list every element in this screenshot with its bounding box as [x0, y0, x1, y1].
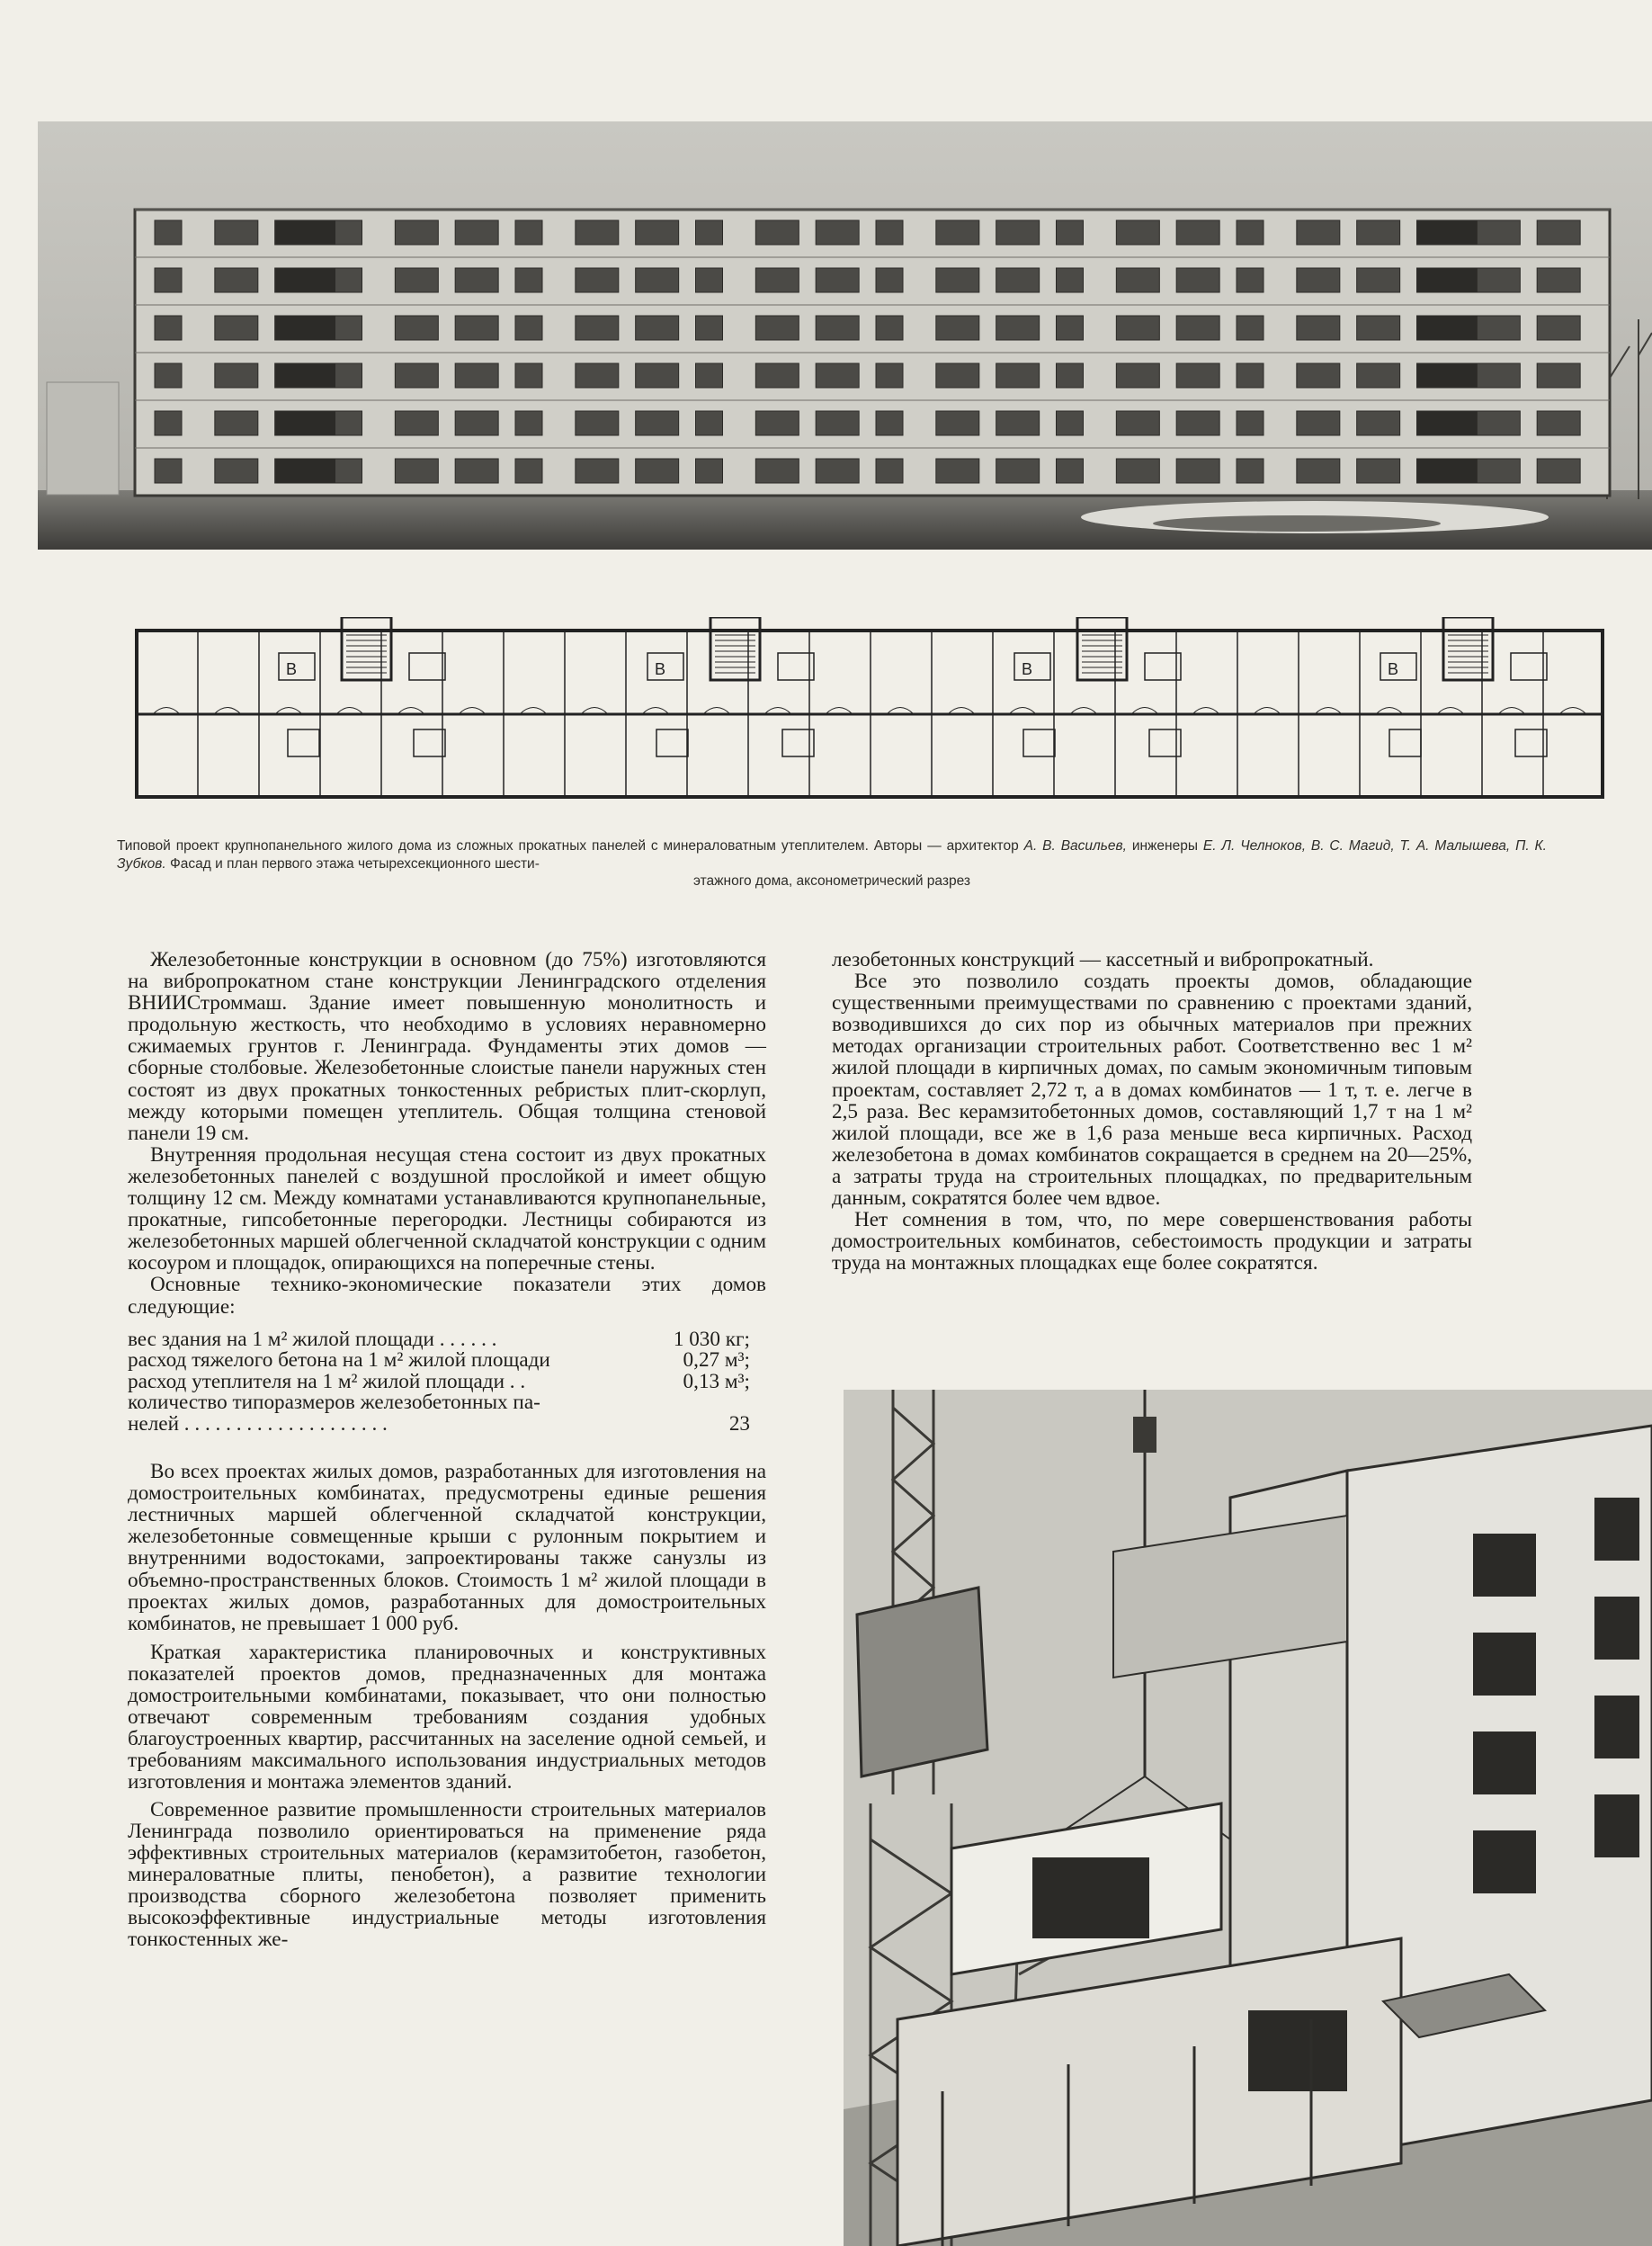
paragraph: Во всех проектах жилых домов, разработанных для изготовления на домостроительных комбинатах, предусмотрены единые решения лестничных маршей облегченной складчатой конструкции, железобетонные совмещенные крыши с рулонным покрытием и внутренними водостоками, запроектированы также санузлы из объемно-пространственных блоков. Стоимость 1 м² жилой площади в проектах жилых домов, разработанных для домостроительных комбинатов, не превышает 1 000 руб.	[128, 1460, 766, 1635]
indicator-label: количество типоразмеров железобетонных па-	[128, 1391, 540, 1415]
indicator-row	[128, 1350, 766, 1372]
paragraph: Железобетонные конструкции в основном (до 75%) изготовляются на вибропрокатном стане конструкции Ленинградского отделения ВНИИСтроммаш. Здание имеет повышенную монолитность и продольную жесткость, что необходимо в условиях неравномерно сжимаемых грунтов г. Ленинграда. Фундаменты этих домов — сборные столбовые. Железобетонные слоистые панели наружных стен состоят из двух прокатных тонкостенных ребристых плит-скорлуп, между которыми помещен утеплитель. Общая толщина стеновой панели 19 см.	[128, 948, 766, 1145]
indicator-label: расход утеплителя на 1 м² жилой площади . .	[128, 1369, 526, 1393]
caption-author-architect: А. В. Васильев,	[1023, 838, 1127, 854]
plan-room-label: В	[1388, 660, 1399, 678]
paragraph: Нет сомнения в том, что, по мере совершенствования работы домостроительных комбинатов, себестоимость продукции и затраты труда на монтажных площадках еще более сократятся.	[832, 1208, 1472, 1275]
caption-last-line: этажного дома, аксонометрический разрез	[693, 873, 970, 889]
caption-tail: Фасад и план первого этажа четырехсекционного шести-	[165, 855, 540, 872]
indicator-value: 23	[728, 1411, 750, 1436]
indicators-table	[128, 1329, 766, 1436]
paragraph: Все это позволило создать проекты домов, обладающие существенными преимуществами по сравнению с проектами зданий, возводившихся до сих пор из обычных материалов при прежних методах организации строительных работ. Соответственно вес 1 м² жилой площади в кирпичных домах, по самым экономичным типовым проектам, составляет 2,72 т, а в домах комбинатов — 1 т, т. е. легче в 2,5 раза. Вес керамзитобетонных домов, составляющий 1,7 т на 1 м² жилой площади, все же в 1,6 раза меньше веса кирпичных. Расход железобетона в домах комбинатов сокращается в среднем на 20—25%, а затраты труда на строительных площадках, по предварительным данным, сократятся более чем вдвое.	[832, 970, 1472, 1211]
indicator-value	[651, 1392, 766, 1414]
caption-authors-engineers: Е. Л. Челноков, В. С. Магид, Т. А. Малышева, П. К. Зубков.	[117, 838, 1547, 872]
indicator-row	[128, 1329, 766, 1351]
floor-plan-drawing	[135, 617, 1605, 801]
facade-photo	[38, 121, 1652, 550]
indicator-label: нелей . . . . . . . . . . . . . . . . . . . .	[128, 1411, 388, 1436]
indicator-row	[128, 1414, 766, 1436]
plan-room-label: В	[655, 660, 666, 678]
indicator-label: расход тяжелого бетона на 1 м² жилой площади	[128, 1348, 550, 1373]
indicator-value: 0,13 м³;	[683, 1369, 750, 1393]
plan-room-label: В	[1022, 660, 1033, 678]
paragraph: Основные технико-экономические показатели этих домов следующие:	[128, 1273, 766, 1319]
figure-caption	[117, 837, 1547, 890]
indicator-row	[128, 1392, 766, 1414]
caption-mid: инженеры	[1126, 838, 1203, 854]
paragraph: Внутренняя продольная несущая стена состоит из двух прокатных железобетонных панелей с воздушной прослойкой и имеет общую толщину 12 см. Между комнатами устанавливаются крупнопанельные, прокатные, гипсобетонные перегородки. Лестницы собираются из железобетонных маршей облегченной складчатой конструкции с одним косоуром и площадок, опирающихся на поперечные стены.	[128, 1142, 766, 1275]
axonometric-section-illustration	[844, 1390, 1652, 2246]
left-text-column	[128, 949, 766, 1950]
paragraph: Современное развитие промышленности строительных материалов Ленинграда позволило ориентироваться на применение ряда эффективных строительных материалов (керамзитобетон, газобетон, минераловатные плиты, пенобетон), а развитие технологии производства сборного железобетона позволяет применить высокоэффективные индустриальные методы изготовления тонкостенных же-	[128, 1797, 766, 1952]
right-text-column	[832, 949, 1472, 1274]
plan-room-label: В	[286, 660, 298, 678]
indicator-label: вес здания на 1 м² жилой площади . . . . . .	[128, 1327, 497, 1351]
indicator-row	[128, 1372, 766, 1393]
paragraph: Краткая характеристика планировочных и конструктивных показателей проектов домов, предназначенных для монтажа домостроительными комбинатами, показывает, что они полностью отвечают современным требованиям создания удобных благоустроенных квартир, рассчитанных на заселение одной семьей, и требованиям максимального использования индустриальных методов изготовления и монтажа элементов зданий.	[128, 1640, 766, 1794]
caption-text: Типовой проект крупнопанельного жилого дома из сложных прокатных панелей с минераловатным утеплителем. Авторы — архитектор	[117, 838, 1024, 854]
indicator-value: 0,27 м³;	[683, 1348, 750, 1373]
indicator-value: 1 030 кг;	[673, 1327, 750, 1351]
paragraph: лезобетонных конструкций — кассетный и вибропрокатный.	[832, 948, 1374, 971]
